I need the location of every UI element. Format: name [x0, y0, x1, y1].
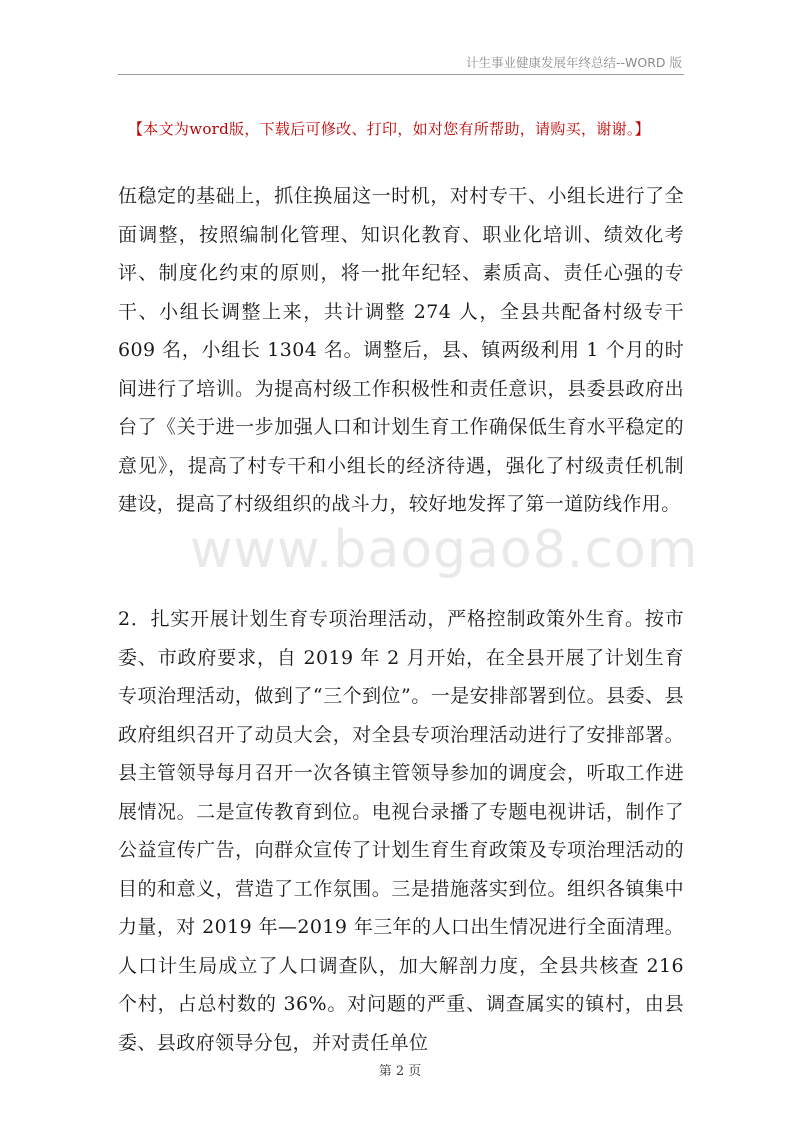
- watermark-text: www.baogao8.com: [190, 520, 699, 580]
- running-header-title: 计生事业健康发展年终总结--WORD 版: [465, 55, 682, 70]
- header-divider: [118, 74, 684, 75]
- page-number: 第 2 页: [378, 1064, 422, 1079]
- download-notice: 【本文为word版，下载后可修改、打印，如对您有所帮助，请购买，谢谢。】: [128, 120, 650, 138]
- paragraph-1: 伍稳定的基础上，抓住换届这一时机，对村专干、小组长进行了全面调整，按照编制化管理、知识化教育、职业化培训、绩效化考评、制度化约束的原则，将一批年纪轻、素质高、责任心强的专干、小组长调整上来，共计调整 274 人，全县共配备村级专干 609 名，小组长 1304 名。调整后，县、镇两级利用 1 个月的时间进行了培训。为提高村级工作积极性和责任意识，县委县政府出台了《关于进一步加强人口和计划生育工作确保低生育水平稳定的意见》，提高了村专干和小组长的经济待遇，强化了村级责任机制建设，提高了村级组织的战斗力，较好地发挥了第一道防线作用。: [118, 185, 684, 515]
- paragraph-2: 2．扎实开展计划生育专项治理活动，严格控制政策外生育。按市委、市政府要求，自 2019 年 2 月开始，在全县开展了计划生育专项治理活动，做到了“三个到位”。一是安排部署到位。县委、县政府组织召开了动员大会，对全县专项治理活动进行了安排部署。县主管领导每月召开一次各镇主管领导参加的调度会，听取工作进展情况。二是宣传教育到位。电视台录播了专题电视讲话，制作了公益宣传广告，向群众宣传了计划生育生育政策及专项治理活动的目的和意义，营造了工作氛围。三是措施落实到位。组织各镇集中力量，对 2019 年—2019 年三年的人口出生情况进行全面清理。人口计生局成立了人口调查队，加大解剖力度，全县共核查 216 个村，占总村数的 36%。对问题的严重、调查属实的镇村，由县委、县政府领导分包，并对责任单位: [118, 608, 684, 1054]
